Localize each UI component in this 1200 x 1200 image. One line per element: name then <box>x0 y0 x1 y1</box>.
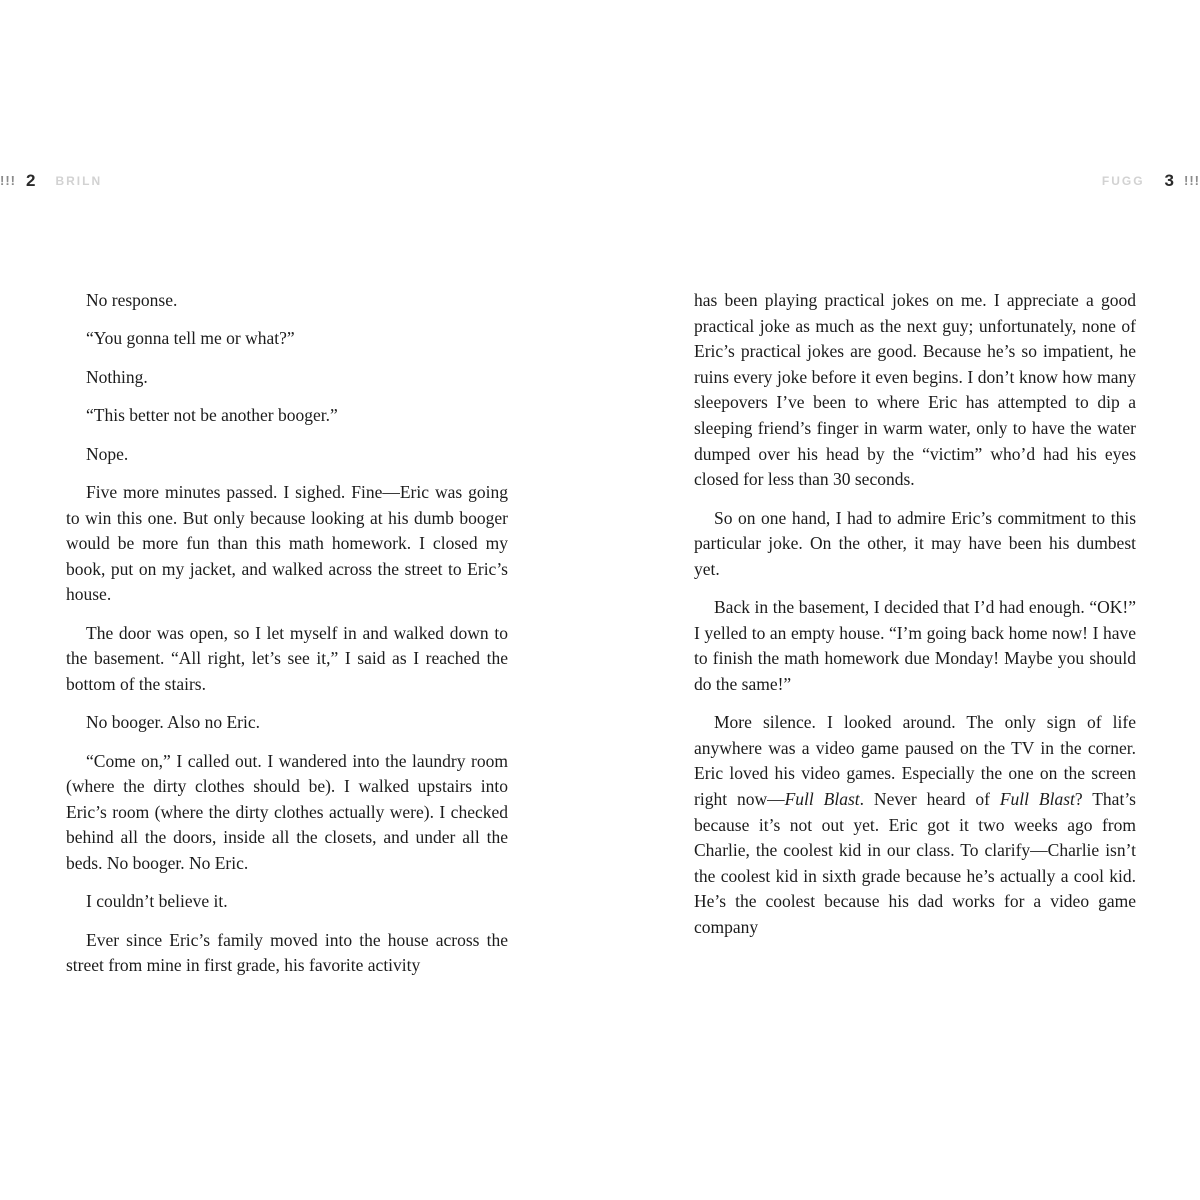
paragraph: Nothing. <box>86 366 148 387</box>
header-mark: !!! <box>0 173 16 188</box>
paragraph <box>694 710 1136 940</box>
paragraph: Nope. <box>86 443 129 464</box>
game-title: Full Blast <box>784 789 860 810</box>
right-page-body <box>694 288 1136 953</box>
paragraph: So on one hand, I had to admire Eric’s commitment to this particular joke. On the other, it may have been his dumbest yet. <box>694 507 1136 579</box>
game-title: Full Blast <box>999 789 1075 810</box>
right-page-header <box>1092 170 1200 192</box>
page-number: 3 <box>1164 171 1174 190</box>
paragraph: “This better not be another booger.” <box>86 405 338 426</box>
paragraph: The door was open, so I let myself in and walked down to the basement. “All right, let’s see it,” I said as I reached the bottom of the stairs. <box>66 622 508 694</box>
text-run: ? That’s because it’s not out yet. Eric got it two weeks ago from Charlie, the coolest kid in our class. To clarify—Charlie isn’t the coolest kid in sixth grade because he’s actually a cool kid. He’s the coolest because his dad works for a video game company <box>694 789 1136 938</box>
text-run: . Never heard of <box>859 789 1000 810</box>
header-mark: !!! <box>1184 173 1200 188</box>
left-page-header <box>0 170 112 192</box>
paragraph: I couldn’t believe it. <box>86 891 228 912</box>
page-number: 2 <box>26 171 36 190</box>
running-head: BRILN <box>55 174 103 188</box>
paragraph: Ever since Eric’s family moved into the house across the street from mine in first grade, his favorite activity <box>66 929 508 976</box>
paragraph: Five more minutes passed. I sighed. Fine—Eric was going to win this one. But only because looking at his dumb booger would be more fun than this math homework. I closed my book, put on my jacket, and walked across the street to Eric’s house. <box>66 481 508 605</box>
left-page-body <box>66 288 508 992</box>
paragraph: “You gonna tell me or what?” <box>86 328 295 349</box>
text-run: More silence. I looked around. The only sign of life anywhere was a video game paused on the TV in the corner. Eric loved his video games. Especially the one on the screen right now— <box>694 712 1136 810</box>
paragraph: No booger. Also no Eric. <box>86 712 261 733</box>
paragraph: No response. <box>86 290 178 310</box>
paragraph: “Come on,” I called out. I wandered into the laundry room (where the dirty clothes should be). I walked upstairs into Eric’s room (where the dirty clothes actually were). I checked behind all the doors, inside all the closets, and under all the beds. No booger. No Eric. <box>66 750 508 874</box>
running-head: FUGG <box>1101 174 1145 188</box>
continued-paragraph: has been playing practical jokes on me. I appreciate a good practical joke as much as the next guy; unfortunately, none of Eric’s practical jokes are good. Because he’s so impatient, he ruins every joke before it even begins. I don’t know how many sleepovers I’ve been to where Eric has attempted to dip a sleeping friend’s finger in warm water, only to have the water dumped over his head by the “victim” who’d had his eyes closed for less than 30 seconds. <box>694 290 1136 490</box>
paragraph: Back in the basement, I decided that I’d had enough. “OK!” I yelled to an empty house. “I’m going back home now! I have to finish the math homework due Monday! Maybe you should do the same!” <box>694 597 1136 694</box>
